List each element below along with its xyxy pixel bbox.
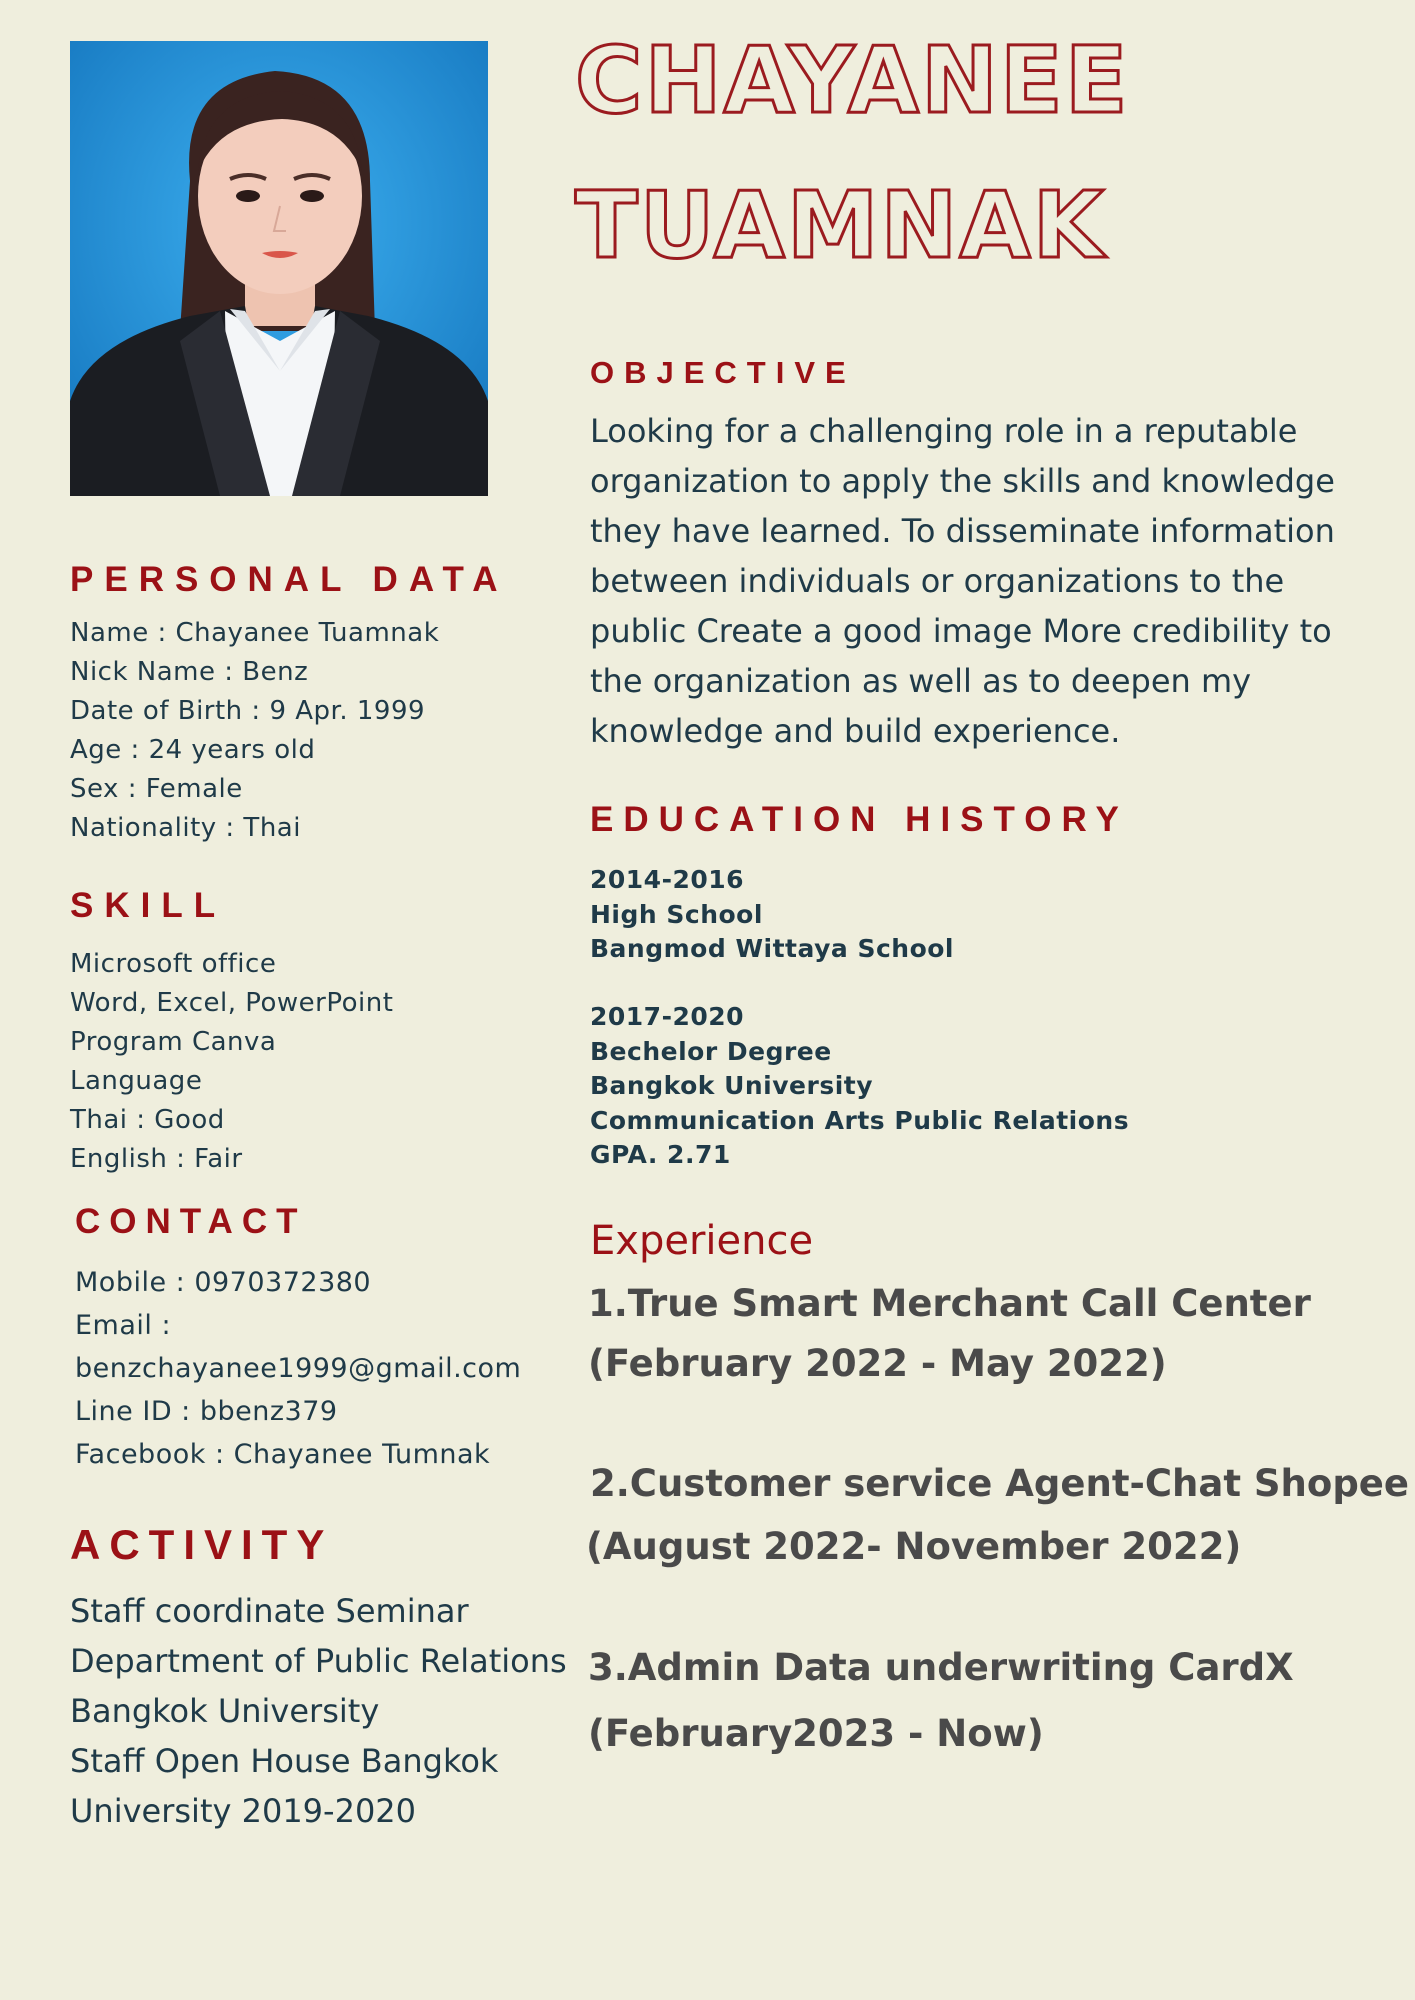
experience-dates: (February2023 - Now) (588, 1712, 1044, 1755)
activity-list (70, 1586, 567, 1836)
skill-list (70, 945, 393, 1179)
activity-item: Department of Public Relations (70, 1642, 567, 1680)
contact-email: benzchayanee1999@gmail.com (75, 1353, 522, 1384)
contact-heading: CONTACT (75, 1202, 307, 1241)
personal-data-heading: PERSONAL DATA (70, 560, 509, 599)
education-gpa: GPA. 2.71 (590, 1140, 731, 1169)
name-last: TUAMNAK (575, 172, 1106, 279)
objective-line: they have learned. To disseminate information (590, 512, 1335, 550)
objective-line: the organization as well as to deepen my (590, 662, 1252, 700)
objective-line: organization to apply the skills and knowledge (590, 462, 1335, 500)
objective-heading: OBJECTIVE (590, 355, 856, 390)
activity-item: Bangkok University (70, 1692, 380, 1730)
skill-item: Language (70, 1066, 203, 1096)
objective-line: Looking for a challenging role in a reputable (590, 412, 1298, 450)
experience-item (588, 1638, 1294, 1764)
name-first: CHAYANEE (575, 27, 1130, 134)
personal-data-item: Date of Birth : 9 Apr. 1999 (70, 696, 426, 726)
experience-item (588, 1274, 1311, 1394)
contact-facebook: Facebook : Chayanee Tumnak (75, 1439, 491, 1470)
education-heading: EDUCATION HISTORY (590, 800, 1129, 839)
education-level: Bechelor Degree (590, 1036, 832, 1066)
contact-list (75, 1261, 521, 1476)
experience-dates: (February 2022 - May 2022) (588, 1342, 1167, 1385)
education-entry (590, 863, 954, 967)
personal-data-item: Name : Chayanee Tuamnak (70, 618, 440, 648)
skill-item: Thai : Good (70, 1105, 225, 1135)
experience-item (586, 1454, 1409, 1577)
activity-item: Staff Open House Bangkok (70, 1742, 499, 1780)
personal-data-item: Age : 24 years old (70, 735, 316, 765)
experience-role: 3.Admin Data underwriting CardX (588, 1646, 1294, 1689)
activity-item: University 2019-2020 (70, 1792, 417, 1830)
skill-item: Microsoft office (70, 949, 277, 979)
skill-item: English : Fair (70, 1144, 243, 1174)
personal-data-list (70, 614, 439, 848)
experience-dates: (August 2022- November 2022) (586, 1525, 1242, 1568)
personal-data-item: Sex : Female (70, 774, 243, 804)
contact-email-label: Email : (75, 1310, 172, 1341)
experience-heading: Experience (590, 1218, 814, 1264)
education-institution: Bangkok University (590, 1071, 874, 1100)
contact-line-id: Line ID : bbenz379 (75, 1396, 338, 1427)
skill-item: Word, Excel, PowerPoint (70, 988, 394, 1018)
education-institution: Bangmod Wittaya School (590, 934, 955, 963)
education-major: Communication Arts Public Relations (590, 1105, 1130, 1135)
personal-data-item: Nationality : Thai (70, 813, 301, 843)
personal-data-item: Nick Name : Benz (70, 657, 309, 687)
objective-line: between individuals or organizations to the (590, 562, 1285, 600)
education-entry (590, 1000, 1129, 1173)
education-years: 2014-2016 (590, 865, 745, 894)
education-level: High School (590, 899, 763, 929)
objective-line: public Create a good image More credibility to (590, 612, 1332, 650)
contact-mobile: Mobile : 0970372380 (75, 1267, 372, 1298)
activity-item: Staff coordinate Seminar (70, 1592, 469, 1630)
experience-role: 1.True Smart Merchant Call Center (588, 1282, 1311, 1325)
profile-photo (70, 41, 488, 496)
experience-role: 2.Customer service Agent-Chat Shopee (590, 1462, 1409, 1505)
objective-line: knowledge and build experience. (590, 712, 1121, 750)
skill-item: Program Canva (70, 1027, 277, 1057)
portrait-illustration (70, 41, 488, 496)
skill-heading: SKILL (70, 886, 227, 925)
objective-text (590, 406, 1415, 756)
activity-heading: ACTIVITY (70, 1521, 334, 1568)
education-years: 2017-2020 (590, 1002, 745, 1031)
